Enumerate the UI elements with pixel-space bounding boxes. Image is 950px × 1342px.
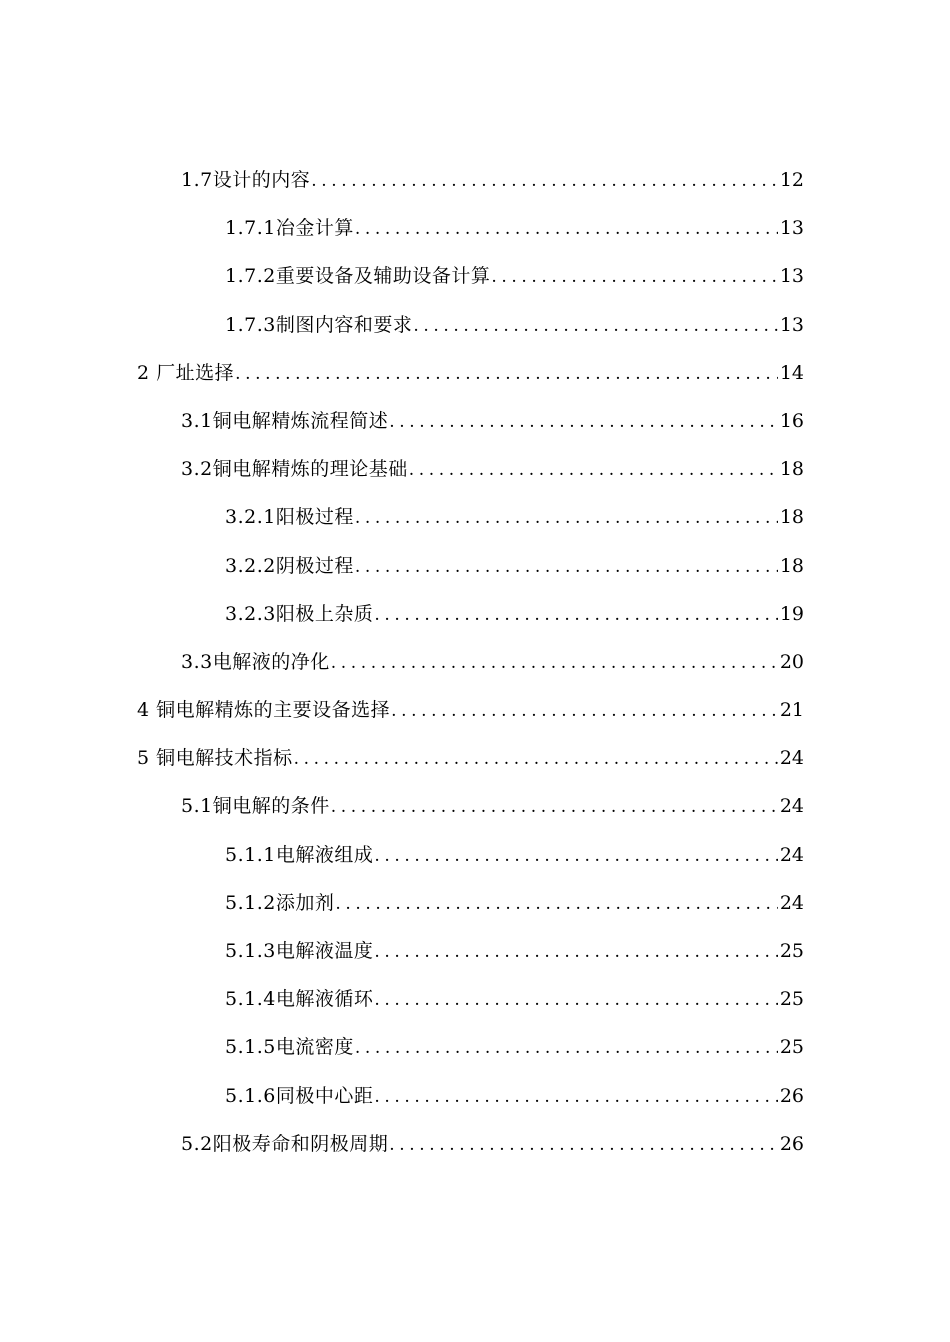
toc-entry-title: 5.1铜电解的条件 — [181, 795, 330, 818]
toc-page-number: 16 — [779, 409, 804, 432]
toc-entry-title: 5.1.6同极中心距 — [225, 1084, 374, 1107]
toc-dot-leader — [355, 494, 778, 542]
toc-dot-leader — [355, 205, 778, 253]
toc-entry[interactable] — [0, 445, 950, 493]
toc-entry[interactable] — [0, 301, 950, 349]
toc-dot-leader — [374, 832, 777, 880]
toc-page-number: 24 — [779, 795, 804, 818]
toc-dot-leader — [374, 928, 777, 976]
toc-entry-title: 5.1.5电流密度 — [225, 1036, 354, 1059]
toc-entry[interactable] — [0, 831, 950, 879]
toc-dot-leader — [235, 350, 778, 398]
toc-entry-title: 5.1.3电解液温度 — [225, 940, 374, 962]
table-of-contents — [0, 156, 950, 1168]
toc-entry[interactable] — [0, 975, 950, 1023]
toc-entry[interactable] — [0, 349, 950, 397]
toc-entry-title: 3.2铜电解精炼的理论基础 — [181, 458, 408, 481]
toc-dot-leader — [413, 302, 777, 350]
toc-entry[interactable] — [0, 879, 950, 927]
toc-entry[interactable] — [0, 252, 950, 300]
toc-entry[interactable] — [0, 927, 950, 975]
toc-page-number: 18 — [779, 458, 804, 481]
toc-dot-leader — [355, 543, 778, 591]
toc-entry-title: 3.2.2阴极过程 — [225, 554, 354, 577]
toc-page-number: 20 — [779, 650, 804, 673]
toc-entry[interactable] — [0, 397, 950, 445]
toc-entry[interactable] — [0, 542, 950, 590]
toc-entry[interactable] — [0, 590, 950, 638]
toc-dot-leader — [389, 398, 778, 446]
toc-dot-leader — [374, 591, 777, 639]
toc-entry-title: 3.2.3阳极上杂质 — [225, 602, 374, 625]
toc-entry[interactable] — [0, 638, 950, 686]
toc-entry[interactable] — [0, 493, 950, 541]
toc-entry[interactable] — [0, 734, 950, 782]
toc-page-number: 18 — [779, 506, 804, 529]
toc-entry-title: 4 铜电解精炼的主要设备选择 — [137, 699, 391, 722]
toc-entry[interactable] — [0, 204, 950, 252]
toc-dot-leader — [409, 446, 778, 494]
toc-page-number: 12 — [779, 169, 804, 191]
toc-dot-leader — [374, 976, 777, 1024]
toc-page-number: 21 — [779, 699, 804, 722]
toc-entry[interactable] — [0, 686, 950, 734]
toc-page-number: 13 — [779, 217, 804, 240]
toc-page-number: 25 — [779, 1036, 804, 1059]
toc-entry-title: 3.2.1阳极过程 — [225, 506, 354, 529]
toc-dot-leader — [335, 880, 777, 928]
toc-entry[interactable] — [0, 1023, 950, 1071]
toc-page-number: 14 — [779, 361, 804, 384]
toc-entry-title: 1.7.1冶金计算 — [225, 217, 354, 240]
toc-entry[interactable] — [0, 782, 950, 830]
toc-entry-title: 5 铜电解技术指标 — [137, 747, 293, 770]
toc-dot-leader — [389, 1121, 778, 1169]
toc-page-number: 13 — [779, 265, 804, 288]
toc-entry[interactable] — [0, 1072, 950, 1120]
toc-dot-leader — [374, 1073, 777, 1121]
toc-dot-leader — [331, 639, 778, 687]
toc-page-number: 19 — [779, 602, 804, 625]
toc-page-number: 24 — [779, 843, 804, 866]
toc-entry-title: 1.7.2重要设备及辅助设备计算 — [225, 265, 491, 288]
toc-page-number: 18 — [779, 554, 804, 577]
toc-entry-title: 2 厂址选择 — [137, 361, 235, 384]
toc-entry-title: 1.7设计的内容 — [181, 169, 311, 191]
toc-dot-leader — [311, 157, 778, 205]
toc-page-number: 26 — [779, 1132, 804, 1155]
toc-dot-leader — [491, 253, 777, 301]
toc-page-number: 25 — [779, 940, 804, 962]
toc-entry-title: 3.3电解液的净化 — [181, 650, 330, 673]
toc-entry[interactable] — [0, 1120, 950, 1168]
toc-entry-title: 3.1铜电解精炼流程简述 — [181, 409, 389, 432]
toc-page-number: 25 — [779, 988, 804, 1011]
toc-entry-title: 5.2阳极寿命和阴极周期 — [181, 1132, 389, 1155]
toc-page-number: 24 — [779, 891, 804, 914]
toc-page-number: 26 — [779, 1084, 804, 1107]
toc-page-number: 24 — [779, 747, 804, 770]
toc-dot-leader — [331, 783, 778, 831]
toc-dot-leader — [355, 1024, 778, 1072]
toc-dot-leader — [294, 735, 778, 783]
toc-entry-title: 5.1.1电解液组成 — [225, 843, 374, 866]
toc-entry-title: 1.7.3制图内容和要求 — [225, 313, 413, 336]
toc-entry-title: 5.1.2添加剂 — [225, 891, 335, 914]
toc-page-number: 13 — [779, 313, 804, 336]
toc-entry-title: 5.1.4电解液循环 — [225, 988, 374, 1011]
toc-dot-leader — [391, 687, 778, 735]
toc-entry[interactable] — [0, 156, 950, 204]
